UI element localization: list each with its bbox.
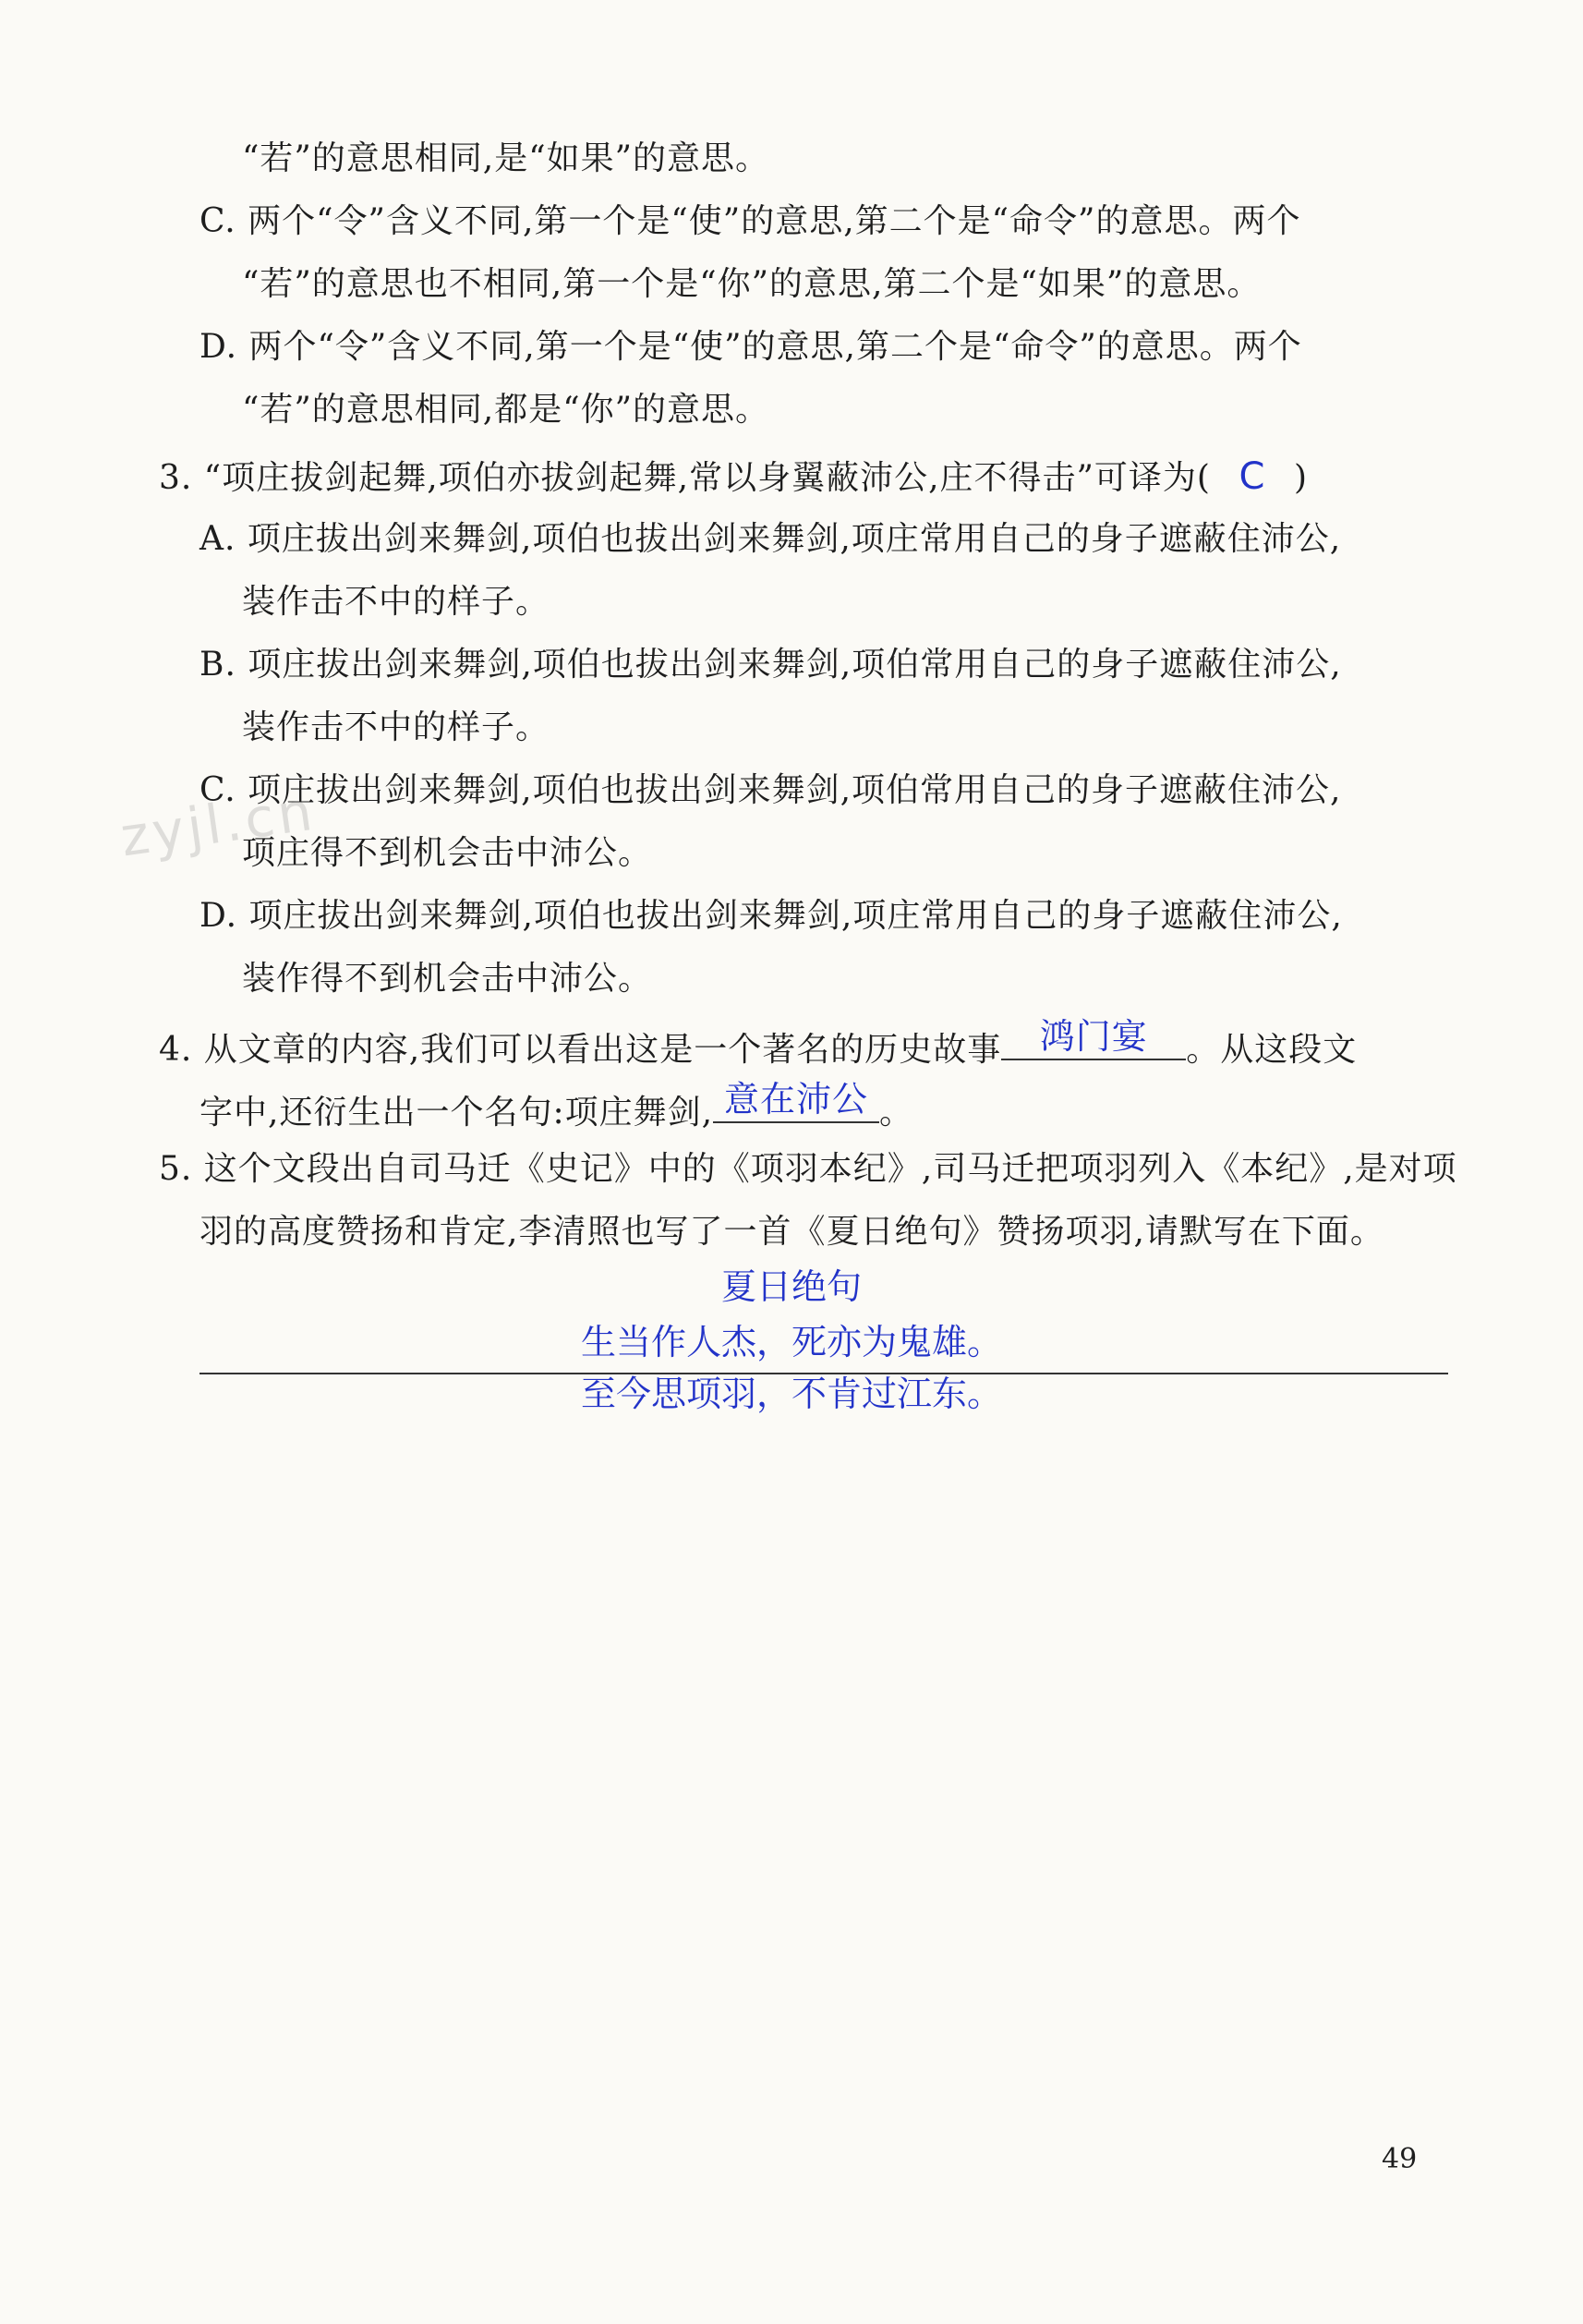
question-4-answer-1: 鸿门宴 — [1039, 1016, 1148, 1057]
question-4-answer-2: 意在沛公 — [724, 1079, 869, 1120]
question-4-blank-1[interactable] — [1001, 1016, 1186, 1060]
q3-option-a-line1: A. 项庄拔出剑来舞剑,项伯也拔出剑来舞剑,项庄常用自己的身子遮蔽住沛公, — [199, 520, 1342, 558]
q3-option-c-line1: C. 项庄拔出剑来舞剑,项伯也拔出剑来舞剑,项伯常用自己的身子遮蔽住沛公, — [199, 771, 1342, 809]
page-number: 49 — [1382, 2143, 1418, 2175]
watermark: zyjl.cn — [116, 779, 320, 869]
question-4-end: 。 — [879, 1094, 914, 1132]
question-4-text: 4. 从文章的内容,我们可以看出这是一个著名的历史故事 — [159, 1031, 1002, 1069]
question-4-blank-2[interactable] — [713, 1079, 879, 1123]
option-c-line: C. 两个“令”含义不同,第一个是“使”的意思,第二个是“命令”的意思。两个 — [199, 202, 1301, 240]
question-3-text: 3. “项庄拔剑起舞,项伯亦拔剑起舞,常以身翼蔽沛公,庄不得击”可译为( — [159, 459, 1211, 497]
text-line: “若”的意思也不相同,第一个是“你”的意思,第二个是“如果”的意思。 — [242, 265, 1262, 303]
question-3-stem — [159, 454, 1308, 501]
poem-line-1: 生当作人杰，死亦为鬼雄。 — [580, 1322, 1002, 1362]
question-4-text-2: 字中,还衍生出一个名句:项庄舞剑, — [199, 1094, 714, 1132]
q3-option-a-line2: 装作击不中的样子。 — [242, 583, 550, 621]
q3-option-d-line2: 装作得不到机会击中沛公。 — [242, 960, 653, 998]
question-3-close-paren: ) — [1293, 459, 1309, 497]
question-4-text-cont: 。从这段文 — [1186, 1031, 1358, 1069]
question-5-line2: 羽的高度赞扬和肯定,李清照也写了一首《夏日绝句》赞扬项羽,请默写在下面。 — [199, 1213, 1384, 1251]
question-3-answer: C — [1239, 455, 1266, 498]
q3-option-c-line2: 项庄得不到机会击中沛公。 — [242, 834, 653, 872]
question-4-line1 — [159, 1016, 1358, 1072]
text-line: “若”的意思相同,都是“你”的意思。 — [242, 391, 770, 429]
q3-option-b-line1: B. 项庄拔出剑来舞剑,项伯也拔出剑来舞剑,项伯常用自己的身子遮蔽住沛公, — [199, 646, 1342, 684]
poem-line-2: 至今思项羽，不肯过江东。 — [580, 1374, 1002, 1414]
q3-option-b-line2: 装作击不中的样子。 — [242, 708, 550, 746]
poem-title: 夏日绝句 — [720, 1266, 862, 1307]
question-4-line2 — [199, 1079, 914, 1135]
option-d-line: D. 两个“令”含义不同,第一个是“使”的意思,第二个是“命令”的意思。两个 — [199, 328, 1302, 366]
text-line: “若”的意思相同,是“如果”的意思。 — [242, 139, 770, 177]
question-5-line1: 5. 这个文段出自司马迁《史记》中的《项羽本纪》,司马迁把项羽列入《本纪》,是对项 — [159, 1150, 1457, 1188]
q3-option-d-line1: D. 项庄拔出剑来舞剑,项伯也拔出剑来舞剑,项庄常用自己的身子遮蔽住沛公, — [199, 897, 1343, 935]
